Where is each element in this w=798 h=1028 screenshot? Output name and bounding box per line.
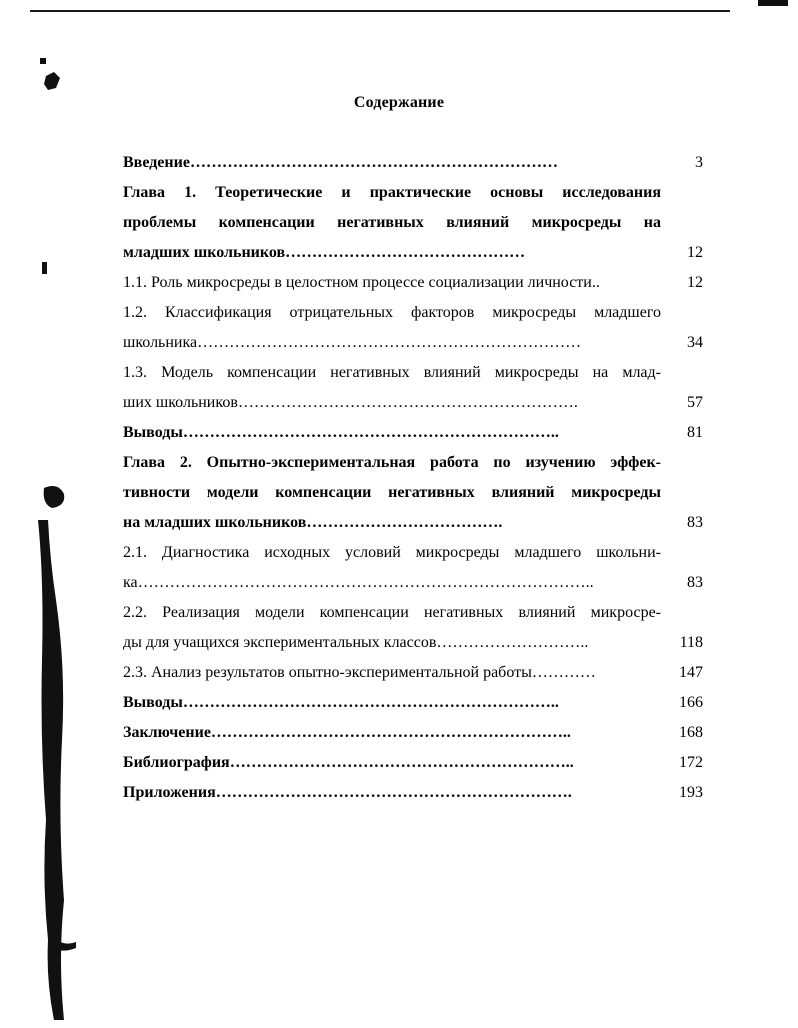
toc-leader-dots: ………………………………………………………….. [210, 724, 571, 741]
page-title: Содержание [353, 94, 445, 111]
scan-edge-left [0, 0, 80, 1028]
toc-line-text: 2.1. Диагностика исходных условий микросреды младшего школьни- [123, 544, 661, 561]
toc-leader-dots: ……………………………………… [285, 244, 526, 261]
scan-mark-top-right [758, 0, 788, 6]
toc-line-text: Введение…………………………………………………………… [123, 154, 558, 171]
toc-line-text: 2.3. Анализ результатов опытно-экспериментальной работы………… [123, 664, 596, 681]
toc-line [123, 598, 703, 628]
toc-page-number: 3 [695, 154, 703, 171]
toc-page-number: 34 [687, 334, 703, 351]
toc-line [123, 538, 703, 568]
toc-entry [123, 658, 703, 688]
toc-line [123, 568, 703, 598]
toc-page-number: 172 [679, 754, 703, 771]
toc-line [123, 748, 703, 778]
toc-page-number: 168 [679, 724, 703, 741]
toc-page-number: 118 [679, 634, 703, 651]
toc-page-number: 147 [679, 664, 703, 681]
toc-page-number: 81 [687, 424, 703, 441]
toc-line [123, 778, 703, 808]
toc-page-number: 57 [687, 394, 703, 411]
toc-line-text: школьника……………………………………………………………… [123, 334, 582, 351]
table-of-contents [123, 148, 703, 808]
toc-entry [123, 448, 703, 538]
toc-line [123, 448, 703, 478]
toc-leader-dots: …………………………………………………………….. [182, 424, 559, 441]
toc-leader-dots: ………… [531, 664, 596, 681]
toc-line-text: ших школьников………………………………………………………. [123, 394, 578, 411]
toc-line-text: ка………………………………………………………………………….. [123, 574, 594, 591]
toc-leader-dots: .. [591, 274, 600, 291]
toc-line-text: Глава 1. Теоретические и практические основы исследования [123, 184, 661, 201]
toc-entry [123, 598, 703, 658]
toc-leader-dots: ………………………………. [306, 514, 503, 531]
toc-line [123, 328, 703, 358]
toc-line-text: тивности модели компенсации негативных влияний микросреды [123, 484, 661, 501]
toc-page-number: 12 [687, 274, 703, 291]
toc-line [123, 148, 703, 178]
toc-entry [123, 268, 703, 298]
toc-line [123, 208, 703, 238]
toc-line-text: на младших школьников………………………………. [123, 514, 503, 531]
toc-leader-dots: ……………………………………………………………… [197, 334, 582, 351]
toc-leader-dots: …………………………………………………………….. [182, 694, 559, 711]
toc-line-text: ды для учащихся экспериментальных классов……………………….. [123, 634, 589, 651]
toc-line-text: Выводы…………………………………………………………….. [123, 694, 559, 711]
toc-line [123, 238, 703, 268]
toc-line [123, 178, 703, 208]
toc-entry [123, 748, 703, 778]
toc-page-number: 12 [687, 244, 703, 261]
toc-line-text: 1.1. Роль микросреды в целостном процессе социализации личности.. [123, 274, 600, 291]
toc-line [123, 478, 703, 508]
scan-edge-top [30, 10, 730, 12]
toc-leader-dots: ……………………….. [436, 634, 589, 651]
toc-line-text: младших школьников……………………………………… [123, 244, 526, 261]
toc-entry [123, 718, 703, 748]
toc-line [123, 268, 703, 298]
toc-line-text: 2.2. Реализация модели компенсации негативных влияний микросре- [123, 604, 661, 621]
toc-line [123, 688, 703, 718]
toc-leader-dots: ………………………………………………………. [237, 394, 578, 411]
toc-leader-dots: …………………………………………………………… [189, 154, 558, 171]
toc-line [123, 628, 703, 658]
toc-entry [123, 358, 703, 418]
toc-page-number: 166 [679, 694, 703, 711]
toc-leader-dots: …………………………………………………………. [215, 784, 572, 801]
toc-entry [123, 538, 703, 598]
toc-line-text: 1.2. Классификация отрицательных факторов микросреды младшего [123, 304, 661, 321]
toc-line [123, 658, 703, 688]
toc-entry [123, 148, 703, 178]
toc-entry [123, 178, 703, 268]
toc-line [123, 388, 703, 418]
toc-line [123, 718, 703, 748]
toc-line-text: Приложения…………………………………………………………. [123, 784, 572, 801]
toc-entry [123, 298, 703, 358]
toc-line-text: Глава 2. Опытно-экспериментальная работа по изучению эффек- [123, 454, 661, 471]
toc-line-text: Заключение………………………………………………………….. [123, 724, 571, 741]
toc-leader-dots: ……………………………………………………….. [229, 754, 574, 771]
toc-page-number: 193 [679, 784, 703, 801]
toc-entry [123, 778, 703, 808]
toc-line-text: 1.3. Модель компенсации негативных влияний микросреды на млад- [123, 364, 661, 381]
toc-line-text: проблемы компенсации негативных влияний микросреды на [123, 214, 661, 231]
toc-entry [123, 688, 703, 718]
toc-line [123, 358, 703, 388]
toc-leader-dots: ………………………………………………………………………….. [137, 574, 594, 591]
toc-line [123, 508, 703, 538]
toc-line [123, 418, 703, 448]
toc-line [123, 298, 703, 328]
toc-entry [123, 418, 703, 448]
toc-page-number: 83 [687, 574, 703, 591]
toc-line-text: Выводы…………………………………………………………….. [123, 424, 559, 441]
toc-line-text: Библиография……………………………………………………….. [123, 754, 574, 771]
toc-page-number: 83 [687, 514, 703, 531]
